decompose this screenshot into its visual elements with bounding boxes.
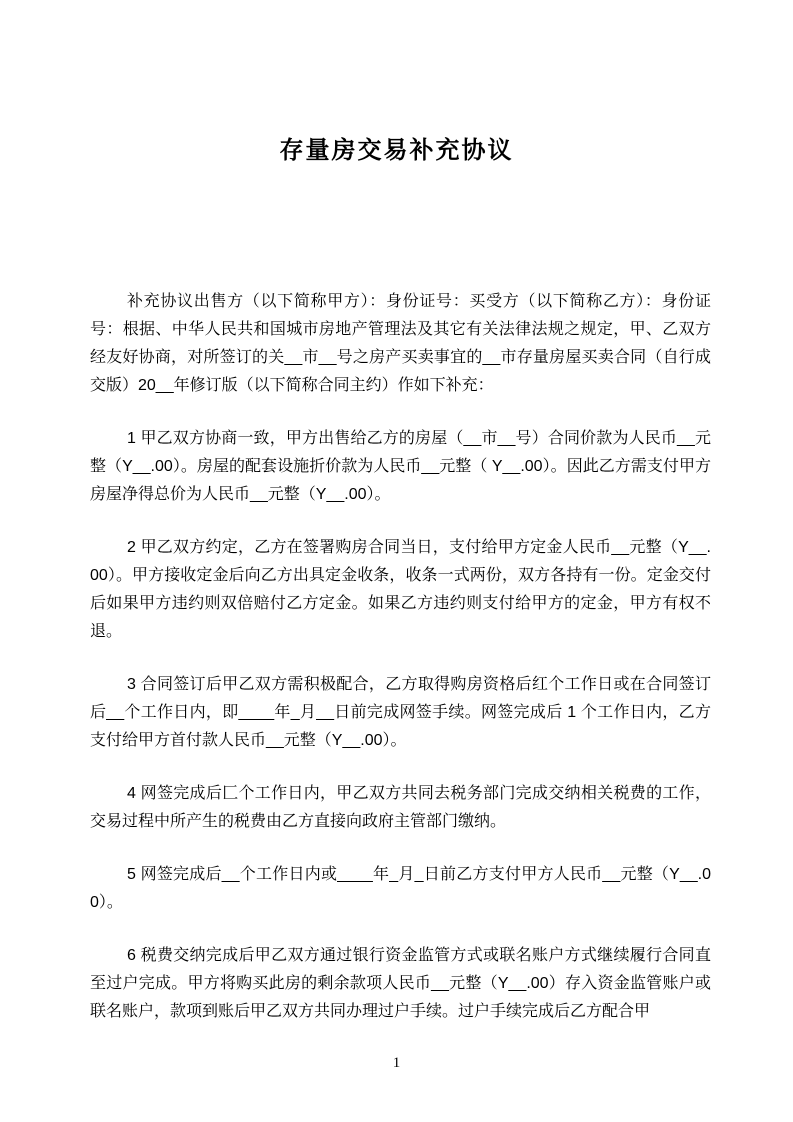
- paragraph-clause-3: 3 合同签订后甲乙双方需积极配合，乙方取得购房资格后红个工作日或在合同签订后__个工作日内，即____年_月__日前完成网签手续。网签完成后 1 个工作日内，乙方支付给甲方首付款人民币__元整（Y__.00）。: [90, 676, 711, 749]
- page-number: 1: [392, 1055, 401, 1071]
- paragraph-clause-1: 1 甲乙双方协商一致，甲方出售给乙方的房屋（__市__号）合同价款为人民币__元整（Y__.00）。房屋的配套设施折价款为人民币__元整（ Y__.00）。因此乙方需支付甲方房屋净得总价为人民币__元整（Y__.00）。: [90, 430, 711, 503]
- document-title: 存量房交易补充协议: [279, 137, 514, 164]
- paragraph-clause-5: 5 网签完成后__个工作日内或____年_月_日前乙方支付甲方人民币__元整（Y__.00）。: [90, 866, 711, 911]
- paragraph-preamble: 补充协议出售方（以下简称甲方）：身份证号：买受方（以下简称乙方）：身份证号：根据、中华人民共和国城市房地产管理法及其它有关法律法规之规定，甲、乙双方经友好协商，对所签订的关__市__号之房产买卖事宜的__市存量房屋买卖合同（自行成交版）20__年修订版（以下简称合同主约）作如下补充：: [90, 293, 711, 394]
- document-body: [90, 288, 711, 1026]
- paragraph-clause-4: 4 网签完成后匚个工作日内，甲乙双方共同去税务部门完成交纳相关税费的工作，交易过程中所产生的税费由乙方直接向政府主管部门缴纳。: [90, 785, 711, 830]
- paragraph-clause-6: 6 税费交纳完成后甲乙双方通过银行资金监管方式或联名账户方式继续履行合同直至过户完成。甲方将购买此房的剩余款项人民币__元整（Y__.00）存入资金监管账户或联名账户，款项到账后甲乙双方共同办理过户手续。过户手续完成后乙方配合甲: [90, 947, 711, 1020]
- paragraph-clause-2: 2 甲乙双方约定，乙方在签署购房合同当日，支付给甲方定金人民币__元整（Y__.00）。甲方接收定金后向乙方出具定金收条，收条一式两份，双方各持有一份。定金交付后如果甲方违约则双倍赔付乙方定金。如果乙方违约则支付给甲方的定金，甲方有权不退。: [90, 539, 711, 640]
